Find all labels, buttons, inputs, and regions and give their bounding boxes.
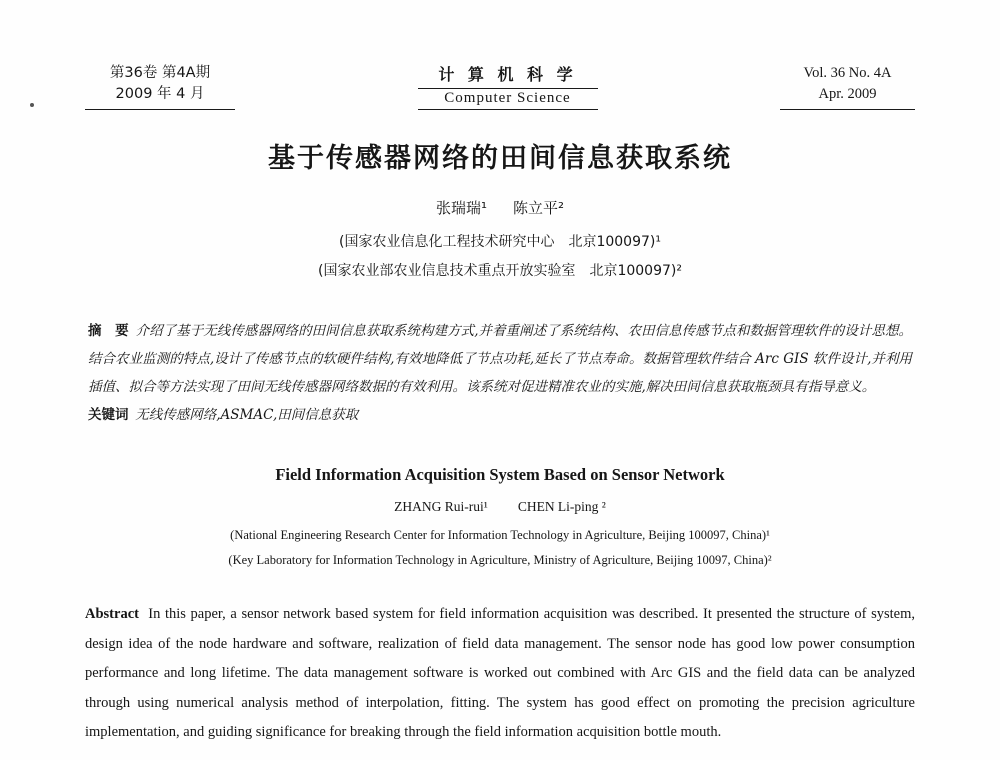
header-vol-info — [780, 63, 915, 110]
author-cn-1: 张瑞瑞¹ — [435, 199, 487, 217]
header-journal-name — [418, 62, 598, 110]
journal-name-en: Computer Science — [418, 89, 598, 110]
article-title-en: Field Information Acquisition System Based on Sensor Network — [275, 465, 725, 485]
scan-artifact-dot — [30, 103, 34, 107]
abstract-cn — [88, 317, 912, 401]
keywords-text-cn: 无线传感网络,ASMAC,田间信息获取 — [135, 407, 359, 424]
affiliations-en — [85, 523, 915, 572]
article-title-cn: 基于传感器网络的田间信息获取系统 — [268, 143, 732, 174]
abstract-label-cn: 摘 要 — [88, 323, 129, 340]
affiliation-en-1: (National Engineering Research Center for Information Technology in Agriculture, Beijing 100097, China)¹ — [230, 528, 770, 543]
author-en-2: CHEN Li-ping ² — [517, 499, 606, 515]
affiliation-cn-1: (国家农业信息化工程技术研究中心 北京100097)¹ — [339, 234, 661, 250]
keywords-cn — [88, 401, 912, 429]
author-cn-2: 陈立平² — [513, 199, 565, 217]
issue-date-en: Apr. 2009 — [818, 85, 877, 102]
journal-name-cn: 计 算 机 科 学 — [418, 62, 598, 89]
header-issue-info — [85, 63, 235, 110]
abstract-en — [85, 600, 915, 748]
issue-volume-line: 第36卷 第4A期 — [109, 64, 211, 81]
affiliation-cn-2: (国家农业部农业信息技术重点开放实验室 北京100097)² — [318, 262, 682, 279]
abstract-label-en: Abstract — [85, 606, 139, 623]
keywords-label-cn: 关键词 — [88, 407, 129, 424]
issue-date-cn: 2009 年 4 月 — [115, 85, 205, 102]
authors-cn — [85, 197, 915, 218]
abstract-text-cn: 介绍了基于无线传感器网络的田间信息获取系统构建方式,并着重阐述了系统结构、农田信息传感节点和数据管理软件的设计思想。结合农业监测的特点,设计了传感节点的软硬件结构,有效地降低了节点功耗,延长了节点寿命。数据管理软件结合 Arc GIS 软件设计,并利用插值、拟合等方法实现了田间无线传感器网络数据的有效利用。该系统对促进精准农业的实施,解决田间信息获取瓶颈具有指导意义。 — [88, 323, 913, 396]
author-en-1: ZHANG Rui-rui¹ — [394, 499, 488, 515]
affiliations-cn — [85, 228, 915, 285]
journal-header — [85, 62, 915, 110]
vol-no-line: Vol. 36 No. 4A — [803, 64, 892, 81]
authors-en — [85, 499, 915, 515]
abstract-text-en: In this paper, a sensor network based system for field information acquisition was described. It presented the structure of system, design idea of the node hardware and software, realization of field data management. The sensor node has good low power consumption performance and long lifetime. The data management software is worked out combined with Arc GIS and the field data can be analyzed through using numerical analysis method of interpolation, fitting. The system has good effect on promoting the precision agriculture implementation, and guiding significance for breaking through the field information acquisition bottle mouth. — [85, 606, 915, 741]
affiliation-en-2: (Key Laboratory for Information Technology in Agriculture, Ministry of Agriculture, Beijing 10097, China)² — [228, 552, 772, 567]
